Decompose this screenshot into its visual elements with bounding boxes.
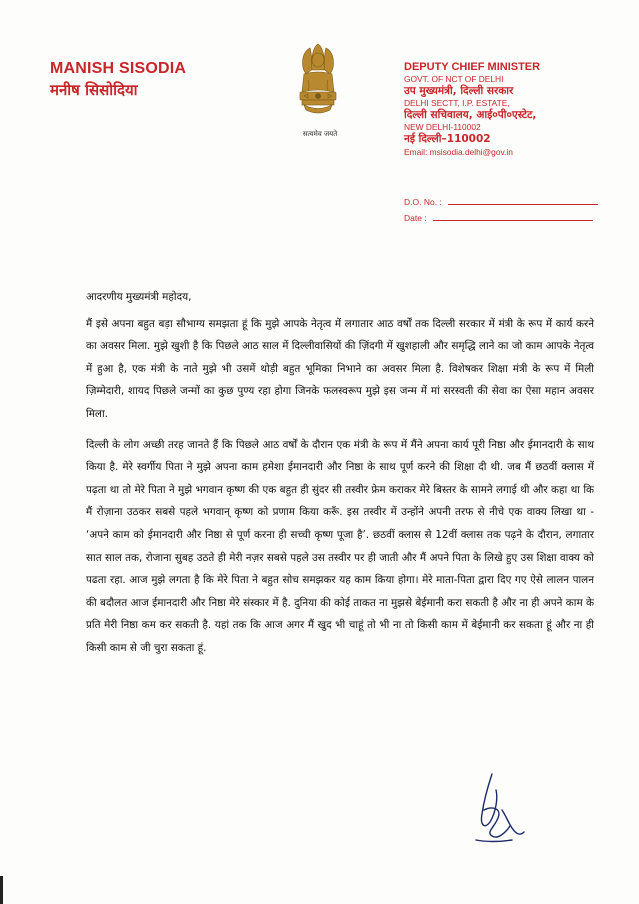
date-field <box>404 213 593 223</box>
handwritten-signature <box>462 770 532 850</box>
salutation: आदरणीय मुख्यमंत्री महोदय, <box>86 291 192 303</box>
sender-name-block <box>50 60 186 100</box>
do-number-field <box>404 197 598 207</box>
city-english: NEW DELHI-110002 <box>404 122 481 133</box>
paragraph-1: मैं इसे अपना बहुत बड़ा सौभाग्य समझता हूं कि मुझे आपके नेतृत्व में लगातार आठ वर्षों तक दिल्ली सरकार में मंत्री के रूप में कार्य करने का अवसर मिला. मुझे खुशी है कि पिछले आठ साल में दिल्लीवासियों की ज़िंदगी में खुशहाली और समृद्धि लाने का जो काम आपके नेतृत्व में हुआ है, एक मंत्री के नाते मुझे भी उसमें थोड़ी बहुत भूमिका निभाने का अवसर मिला है. विशेषकर शिक्षा मंत्री के रूप में मिली ज़िम्मेदारी, शायद पिछले जन्मों का कुछ पुण्य रहा होगा जिनके फलस्वरूप मुझे इस जन्म में मां सरस्वती की सेवा का ऐसा महान अवसर मिला. <box>86 317 594 420</box>
date-label: Date : <box>404 213 427 223</box>
paragraph-2: दिल्ली के लोग अच्छी तरह जानते हैं कि पिछले आठ वर्षों के दौरान एक मंत्री के रूप में मैंने अपना कार्य पूरी निष्ठा और ईमानदारी के साथ किया है. मेरे स्वर्गीय पिता ने मुझे अपना काम हमेशा ईमानदारी और निष्ठा के साथ पूर्ण करने की शिक्षा दी थी. जब मैं छठवीं क्लास में पढ़ता था तो मेरे पिता ने मुझे भगवान कृष्ण की एक बहुत ही सुंदर सी तस्वीर फ्रेम कराकर मेरे बिस्तर के सामने लगाई थी और कहा था कि मैं रोज़ाना उठकर सबसे पहले भगवान् कृष्ण को प्रणाम किया करूँ. इस तस्वीर में उन्होंने अपनी तरफ से नीचे एक वाक्य लिखा था - ‘अपने काम को ईमानदारी और निष्ठा से पूर्ण करना ही सच्ची कृष्ण पूजा है’. छठवीं क्लास से 12वीं क्लास तक पढ़ने के दौरान, लगातार सात साल तक, रोजाना सुबह उठते ही मेरी नज़र सबसे पहले उस तस्वीर पर ही जाती और मैं अपने पिता के लिखे हुए उस शिक्षा वाक्य को पढता रहा. आज मुझे लगता है कि मेरे पिता ने बहुत सोच समझकर यह काम किया होगा। मेरे माता-पिता द्वारा दिए गए ऐसे लालन पालन की बदौलत आज ईमानदारी और निष्ठा मेरे संस्कार में है. दुनिया की कोई ताकत ना मुझसे बेईमानी करा सकती है और ना ही अपने काम के प्रति मेरी निष्ठा कम कर सकती है. यहां तक कि आज अगर मैं खुद भी चाहूं तो भी ना तो किसी काम में बेईमानी कर सकता हूं और ना ही किसी काम से जी चुरा सकता हूं. <box>86 438 594 654</box>
letter-body <box>86 286 594 668</box>
scan-edge-mark <box>0 876 3 904</box>
date-line <box>433 220 593 221</box>
state-emblem-icon <box>290 40 346 130</box>
city-hindi: नई दिल्ली–110002 <box>404 133 491 146</box>
do-number-label: D.O. No. : <box>404 197 442 207</box>
sender-name-english: MANISH SISODIA <box>50 60 187 77</box>
email-address: Email: msisodia.delhi@gov.in <box>404 146 513 157</box>
address-english: DELHI SECTT, I.P. ESTATE, <box>404 98 510 109</box>
office-address-block <box>404 60 614 157</box>
address-hindi: दिल्ली सचिवालय, आई०पी०एस्टेट, <box>404 109 537 122</box>
sender-name-hindi: मनीष सिसोदिया <box>50 81 138 99</box>
designation-english: DEPUTY CHIEF MINISTER <box>404 61 541 73</box>
designation-hindi: उप मुख्यमंत्री, दिल्ली सरकार <box>404 84 514 97</box>
emblem-motto: सत्यमेव जयते <box>302 130 338 138</box>
do-number-line <box>448 204 598 205</box>
government-english: GOVT. OF NCT OF DELHI <box>404 74 504 85</box>
